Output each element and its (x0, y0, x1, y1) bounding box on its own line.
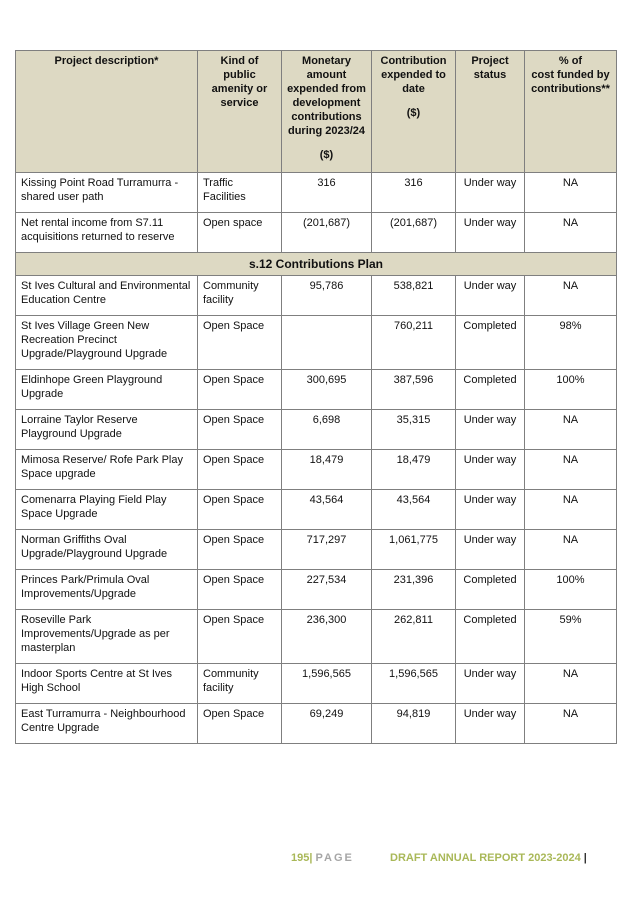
cell-pct: 100% (525, 370, 617, 410)
cell-monetary: 95,786 (282, 276, 372, 316)
header-contribution (372, 51, 456, 173)
header-kind: Kind of public amenity or service (198, 51, 282, 173)
header-monetary-unit: ($) (319, 149, 334, 161)
cell-monetary: 300,695 (282, 370, 372, 410)
cell-status: Completed (456, 610, 525, 664)
cell-kind: Open Space (198, 570, 282, 610)
table-row (16, 704, 617, 744)
cell-description: St Ives Village Green New Recreation Precinct Upgrade/Playground Upgrade (16, 316, 198, 370)
cell-to-date: 1,596,565 (372, 664, 456, 704)
table-row (16, 316, 617, 370)
cell-description: Indoor Sports Centre at St Ives High School (16, 664, 198, 704)
cell-kind: Open Space (198, 610, 282, 664)
cell-monetary: 43,564 (282, 490, 372, 530)
cell-pct: NA (525, 664, 617, 704)
cell-description: Kissing Point Road Turramurra - shared user path (16, 173, 198, 213)
cell-to-date: 262,811 (372, 610, 456, 664)
cell-status: Completed (456, 570, 525, 610)
cell-monetary: 69,249 (282, 704, 372, 744)
cell-kind: Open Space (198, 370, 282, 410)
table-row (16, 530, 617, 570)
header-status: Project status (456, 51, 525, 173)
cell-description: Comenarra Playing Field Play Space Upgrade (16, 490, 198, 530)
report-title-block (390, 852, 587, 864)
table-row (16, 173, 617, 213)
table-header-row (16, 51, 617, 173)
cell-monetary: 236,300 (282, 610, 372, 664)
cell-to-date: 18,479 (372, 450, 456, 490)
header-contribution-unit: ($) (406, 107, 421, 119)
table-row (16, 410, 617, 450)
report-title: DRAFT ANNUAL REPORT 2023-2024 (390, 852, 581, 864)
header-contribution-text: Contribution expended to date (380, 55, 447, 95)
table-row (16, 570, 617, 610)
cell-status: Completed (456, 316, 525, 370)
cell-kind: Open Space (198, 490, 282, 530)
cell-kind: Traffic Facilities (198, 173, 282, 213)
cell-kind: Open Space (198, 450, 282, 490)
cell-pct: 98% (525, 316, 617, 370)
header-pct-line2: cost funded by contributions** (531, 69, 610, 95)
cell-pct: NA (525, 276, 617, 316)
cell-to-date: 35,315 (372, 410, 456, 450)
cell-description: Roseville Park Improvements/Upgrade as per masterplan (16, 610, 198, 664)
cell-description: Princes Park/Primula Oval Improvements/Upgrade (16, 570, 198, 610)
cell-monetary (282, 316, 372, 370)
cell-status: Under way (456, 530, 525, 570)
section-title: s.12 Contributions Plan (16, 253, 617, 276)
cell-to-date: 231,396 (372, 570, 456, 610)
header-project-description: Project description* (16, 51, 198, 173)
table-row (16, 664, 617, 704)
header-monetary (282, 51, 372, 173)
cell-status: Under way (456, 276, 525, 316)
cell-description: Norman Griffiths Oval Upgrade/Playground Upgrade (16, 530, 198, 570)
table-body-s711 (16, 173, 617, 253)
cell-monetary: 18,479 (282, 450, 372, 490)
table-row (16, 213, 617, 253)
cell-status: Under way (456, 664, 525, 704)
cell-monetary: (201,687) (282, 213, 372, 253)
cell-to-date: 94,819 (372, 704, 456, 744)
table-body-s12 (16, 276, 617, 744)
cell-kind: Open Space (198, 410, 282, 450)
cell-pct: NA (525, 173, 617, 213)
cell-status: Under way (456, 490, 525, 530)
header-pct-line1: % of (558, 55, 583, 67)
cell-to-date: (201,687) (372, 213, 456, 253)
contributions-table (15, 50, 617, 744)
table-row (16, 450, 617, 490)
cell-monetary: 227,534 (282, 570, 372, 610)
table-row (16, 610, 617, 664)
cell-kind: Open Space (198, 530, 282, 570)
cell-pct: NA (525, 530, 617, 570)
cell-to-date: 43,564 (372, 490, 456, 530)
cell-pct: 59% (525, 610, 617, 664)
header-monetary-text: Monetary amount expended from development contributions during 2023/24 (287, 55, 366, 137)
cell-pct: NA (525, 704, 617, 744)
cell-pct: 100% (525, 570, 617, 610)
cell-to-date: 1,061,775 (372, 530, 456, 570)
header-pct (525, 51, 617, 173)
table-row (16, 370, 617, 410)
cell-status: Completed (456, 370, 525, 410)
cell-pct: NA (525, 490, 617, 530)
page-indicator (291, 852, 354, 864)
cell-description: St Ives Cultural and Environmental Education Centre (16, 276, 198, 316)
cell-to-date: 387,596 (372, 370, 456, 410)
page-separator: | (309, 852, 313, 864)
trailing-bar: | (583, 852, 587, 864)
table-row (16, 276, 617, 316)
section-s12 (16, 253, 617, 276)
cell-to-date: 316 (372, 173, 456, 213)
cell-status: Under way (456, 450, 525, 490)
cell-description: East Turramurra - Neighbourhood Centre Upgrade (16, 704, 198, 744)
cell-status: Under way (456, 213, 525, 253)
cell-kind: Community facility (198, 276, 282, 316)
table-row (16, 490, 617, 530)
cell-monetary: 1,596,565 (282, 664, 372, 704)
cell-monetary: 6,698 (282, 410, 372, 450)
cell-to-date: 760,211 (372, 316, 456, 370)
cell-kind: Open Space (198, 704, 282, 744)
cell-status: Under way (456, 173, 525, 213)
cell-pct: NA (525, 450, 617, 490)
page-word: PAGE (315, 852, 354, 864)
page-number: 195 (291, 852, 310, 864)
cell-monetary: 316 (282, 173, 372, 213)
cell-kind: Open space (198, 213, 282, 253)
cell-description: Net rental income from S7.11 acquisitions returned to reserve (16, 213, 198, 253)
section-row (16, 253, 617, 276)
cell-description: Mimosa Reserve/ Rofe Park Play Space upgrade (16, 450, 198, 490)
cell-monetary: 717,297 (282, 530, 372, 570)
cell-description: Eldinhope Green Playground Upgrade (16, 370, 198, 410)
cell-to-date: 538,821 (372, 276, 456, 316)
cell-pct: NA (525, 213, 617, 253)
cell-status: Under way (456, 704, 525, 744)
cell-description: Lorraine Taylor Reserve Playground Upgrade (16, 410, 198, 450)
cell-status: Under way (456, 410, 525, 450)
cell-kind: Open Space (198, 316, 282, 370)
cell-kind: Community facility (198, 664, 282, 704)
cell-pct: NA (525, 410, 617, 450)
